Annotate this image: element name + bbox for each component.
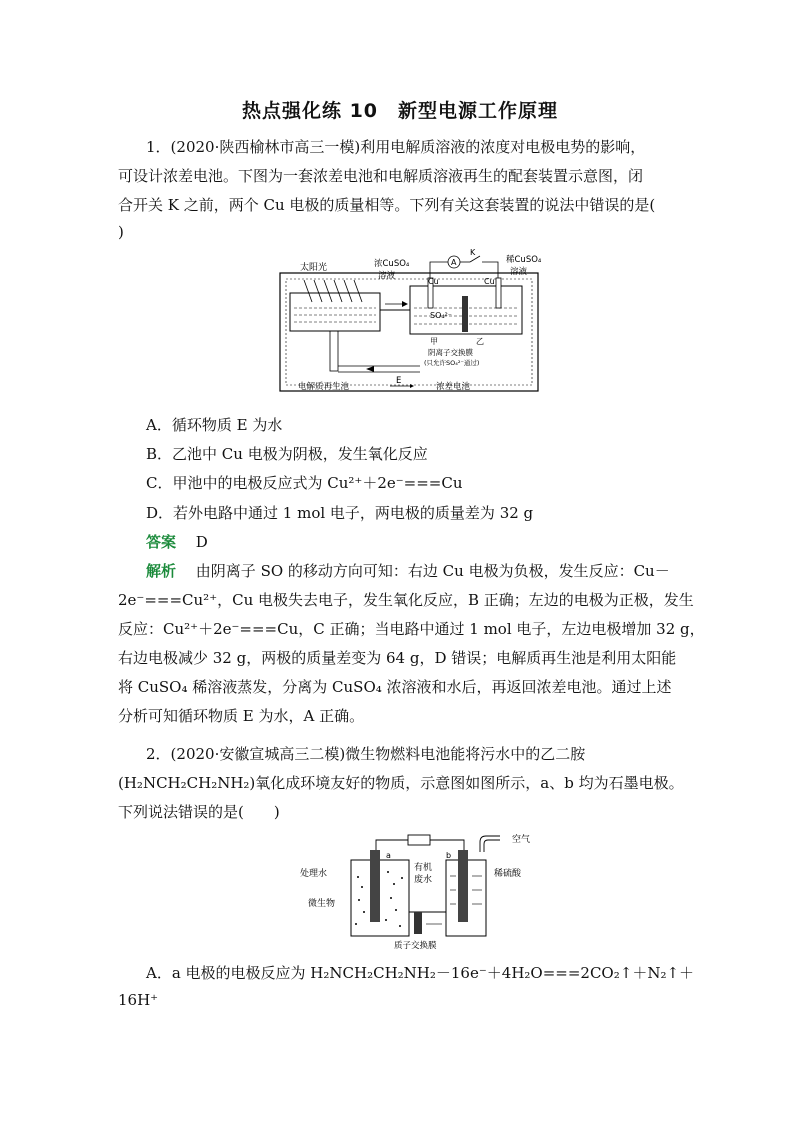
cu-left-label: Cu [428, 277, 439, 286]
dilute-solution-label: 溶液 [510, 267, 528, 277]
analysis-line-2: 2e⁻===Cu²⁺，Cu 电极失去电子，发生氧化反应，B 正确；左边的电极为正极，发生 [118, 591, 694, 609]
membrane-label: 阴离子交换膜 [428, 348, 473, 357]
q1-line-4: ) [118, 223, 124, 241]
air-label: 空气 [512, 835, 531, 845]
q1-line-2: 可设计浓差电池。下图为一套浓差电池和电解质溶液再生的配套装置示意图，闭 [118, 167, 644, 185]
yi-label: 乙 [476, 337, 484, 346]
q2-line-2: (H₂NCH₂CH₂NH₂)氧化成环境友好的物质，示意图如图所示，a、b 均为石墨电极。 [118, 774, 684, 792]
electrode-a-label: a [386, 851, 391, 860]
q1-line-1: 1．(2020·陕西榆林市高三一模)利用电解质溶液的浓度对电极电势的影响， [146, 138, 646, 156]
ammeter-label: A [451, 258, 457, 267]
q1-option-b: B．乙池中 Cu 电极为阴极，发生氧化反应 [146, 445, 428, 463]
q1-line-3: 合开关 K 之前，两个 Cu 电极的质量相等。下列有关这套装置的说法中错误的是( [118, 196, 656, 214]
conc-cuso4-label: 浓CuSO₄ [374, 259, 410, 269]
analysis-text-1: 由阴离子 SO 的移动方向可知：右边 Cu 电极为负极，发生反应：Cu－ [195, 562, 670, 580]
q2-option-a-cont: 16H⁺ [118, 991, 159, 1009]
microbial-fuel-cell-diagram [296, 832, 556, 952]
conc-solution-label: 溶液 [378, 271, 396, 281]
q2-line-1: 2．(2020·安徽宣城高三二模)微生物燃料电池能将污水中的乙二胺 [146, 745, 586, 763]
analysis-label: 解析 [146, 562, 177, 580]
answer-row [146, 531, 208, 552]
answer-value: D [195, 533, 208, 551]
sulfate-label: SO₄²⁻ [430, 311, 453, 320]
treated-water-label: 处理水 [300, 869, 328, 879]
dilute-acid-label: 稀硫酸 [494, 869, 522, 879]
concentration-cell-diagram [270, 248, 550, 398]
page-title: 热点强化练 10 新型电源工作原理 [241, 100, 559, 122]
dilute-cuso4-label: 稀CuSO₄ [506, 255, 542, 265]
proton-membrane-label: 质子交换膜 [394, 941, 437, 951]
q1-option-c: C．甲池中的电极反应式为 Cu²⁺＋2e⁻===Cu [146, 474, 463, 492]
analysis-line-3: 反应：Cu²⁺＋2e⁻===Cu，C 正确；当电路中通过 1 mol 电子，左边电极增加 32 g， [118, 620, 705, 638]
electrode-b-label: b [446, 851, 452, 860]
organic-label: 有机 [414, 863, 433, 873]
q1-option-a: A．循环物质 E 为水 [146, 416, 283, 434]
regen-pool-label: 电解质再生池 [298, 382, 350, 392]
membrane-note: (只允许SO₄²⁻通过) [424, 359, 480, 367]
analysis-line-4: 右边电极减少 32 g，两极的质量差变为 64 g，D 错误；电解质再生池是利用太阳能 [118, 649, 677, 667]
q1-option-d: D．若外电路中通过 1 mol 电子，两电极的质量差为 32 g [146, 504, 534, 522]
switch-label: K [470, 248, 476, 257]
analysis-line-5: 将 CuSO₄ 稀溶液蒸发，分离为 CuSO₄ 浓溶液和水后，再返回浓差电池。通过上述 [118, 678, 672, 696]
cell-label: 浓差电池 [436, 382, 471, 392]
analysis-line-1 [146, 560, 670, 581]
q2-option-a: A．a 电极的电极反应为 H₂NCH₂CH₂NH₂－16e⁻＋4H₂O===2CO₂↑＋N₂↑＋ [146, 964, 695, 982]
answer-label: 答案 [146, 533, 177, 551]
sunlight-label: 太阳光 [300, 263, 328, 273]
e-label: E [396, 376, 402, 386]
cu-right-label: Cu [484, 277, 495, 286]
q2-line-3: 下列说法错误的是( ) [118, 803, 280, 821]
microbe-label: 微生物 [308, 899, 336, 909]
jia-label: 甲 [430, 337, 438, 346]
analysis-line-6: 分析可知循环物质 E 为水，A 正确。 [118, 707, 365, 725]
waste-label: 废水 [414, 875, 433, 885]
